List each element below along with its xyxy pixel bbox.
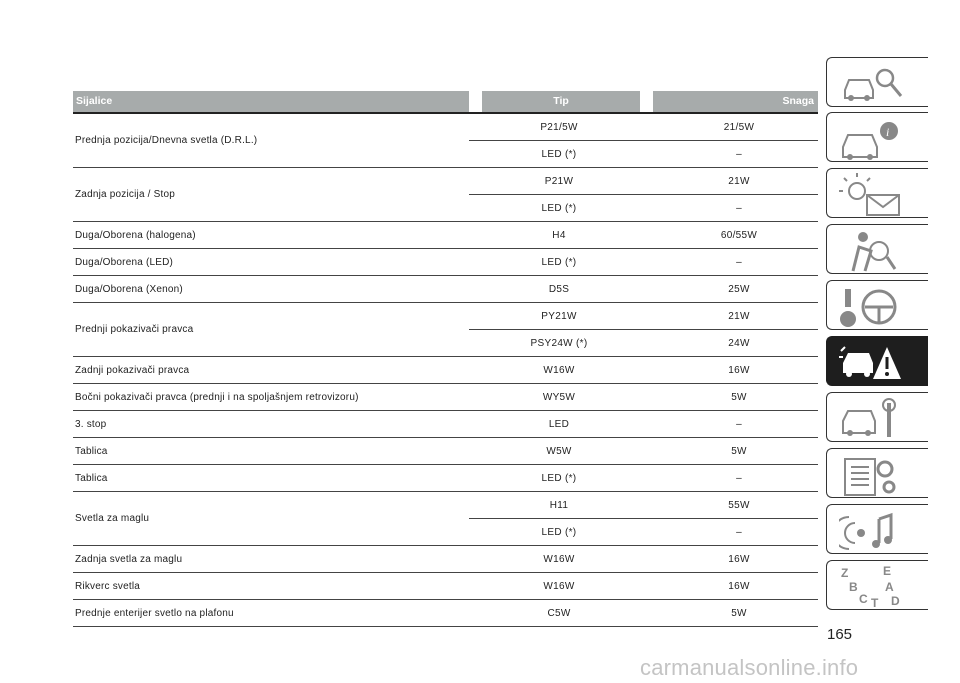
table-row	[73, 492, 818, 546]
chapter-tab-2[interactable]	[826, 112, 928, 162]
bulb-type: PY21W	[541, 310, 577, 322]
table-row	[73, 357, 818, 384]
bulb-name: Svetla za maglu	[75, 513, 150, 524]
bulb-type: LED	[548, 418, 570, 430]
bulb-name: Rikverc svetla	[75, 580, 141, 592]
bulb-variant-row	[469, 276, 818, 302]
bulb-variant-row	[469, 329, 818, 356]
bulb-variant-row	[469, 249, 818, 275]
bulb-type: LED (*)	[541, 256, 577, 268]
header-bulb: Sijalice	[73, 91, 469, 112]
bulb-power: 5W	[731, 607, 747, 619]
bulb-power: 21/5W	[723, 121, 755, 133]
chapter-tab-9[interactable]	[826, 504, 928, 554]
bulb-power: 16W	[728, 364, 750, 376]
bulb-type: D5S	[548, 283, 570, 295]
bulb-power: –	[736, 202, 742, 214]
watermark: carmanualsonline.info	[640, 655, 859, 680]
bulb-name: Zadnji pokazivači pravca	[75, 364, 190, 376]
bulb-power: 21W	[728, 310, 750, 322]
chapter-tab-4[interactable]	[826, 224, 928, 274]
header-power: Snaga	[653, 91, 818, 112]
table-header	[73, 91, 818, 112]
bulb-variant-row	[469, 303, 818, 329]
bulb-variant-row	[469, 518, 818, 545]
bulb-name: 3. stop	[75, 418, 107, 430]
bulb-type: H11	[549, 499, 569, 511]
bulb-variant-row	[469, 492, 818, 518]
chapter-tab-5[interactable]	[826, 280, 928, 330]
table-row	[73, 438, 818, 465]
bulb-name: Tablica	[75, 445, 108, 457]
bulb-variant-row	[469, 222, 818, 248]
bulb-type: PSY24W (*)	[530, 337, 588, 349]
bulb-variant-row	[469, 114, 818, 140]
bulb-variant-row	[469, 140, 818, 167]
table-row	[73, 546, 818, 573]
chapter-tab-7[interactable]	[826, 392, 928, 442]
bulb-name: Prednji pokazivači pravca	[75, 324, 194, 335]
bulb-name: Prednje enterijer svetlo na plafonu	[75, 607, 234, 619]
bulb-power: –	[736, 418, 742, 430]
bulb-name: Bočni pokazivači pravca (prednji i na spoljašnjem retrovizoru)	[75, 391, 359, 403]
table-row	[73, 411, 818, 438]
alphabet-letter: D	[891, 594, 900, 608]
table-row	[73, 465, 818, 492]
bulb-power: –	[736, 472, 742, 484]
table-row	[73, 573, 818, 600]
bulb-type: LED (*)	[541, 148, 577, 160]
table-row	[73, 384, 818, 411]
table-body	[73, 114, 818, 627]
svg-text:i: i	[886, 125, 890, 139]
bulb-power: –	[736, 256, 742, 268]
bulb-variant-row	[469, 168, 818, 194]
alphabet-letter: C	[859, 592, 868, 606]
chapter-tab-8[interactable]	[826, 448, 928, 498]
bulb-power: 55W	[728, 499, 750, 511]
bulb-name: Zadnja pozicija / Stop	[75, 189, 176, 200]
alphabet-letter: E	[883, 565, 892, 578]
bulb-name: Duga/Oborena (halogena)	[75, 229, 196, 241]
bulb-variant-row	[469, 438, 818, 464]
bulb-name: Duga/Oborena (LED)	[75, 256, 174, 268]
bulb-type: P21/5W	[540, 121, 578, 133]
header-type: Tip	[482, 91, 640, 112]
table-row	[73, 222, 818, 249]
bulb-power: 24W	[728, 337, 750, 349]
alphabet-letter: B	[849, 580, 858, 594]
bulb-name: Prednja pozicija/Dnevna svetla (D.R.L.)	[75, 135, 258, 146]
bulb-variant-row	[469, 465, 818, 491]
bulb-type: H4	[552, 229, 566, 241]
bulb-name: Tablica	[75, 472, 108, 484]
bulb-variant-row	[469, 384, 818, 410]
alphabet-letter: A	[885, 580, 894, 594]
bulb-variant-row	[469, 573, 818, 599]
chapter-tab-3[interactable]	[826, 168, 928, 218]
chapter-tab-6[interactable]	[826, 336, 928, 386]
bulb-name: Zadnja svetla za maglu	[75, 553, 183, 565]
bulb-variant-row	[469, 357, 818, 383]
bulb-variant-row	[469, 411, 818, 437]
bulb-name: Duga/Oborena (Xenon)	[75, 283, 183, 295]
bulb-type: W16W	[543, 580, 575, 592]
table-row	[73, 600, 818, 627]
chapter-tab-1[interactable]	[826, 57, 928, 107]
bulb-type: P21W	[544, 175, 574, 187]
bulb-type: WY5W	[542, 391, 576, 403]
bulb-type: W16W	[543, 553, 575, 565]
chapter-tab-10[interactable]	[826, 560, 928, 610]
bulb-variant-row	[469, 194, 818, 221]
bulb-type: W5W	[546, 445, 572, 457]
bulb-power: 60/55W	[720, 229, 758, 241]
table-row	[73, 303, 818, 357]
bulb-variant-row	[469, 600, 818, 626]
bulb-power: 5W	[731, 445, 747, 457]
bulb-power: –	[736, 148, 742, 160]
bulb-type: LED (*)	[541, 472, 577, 484]
alphabet-letter: Z	[841, 566, 849, 580]
alphabet-letter: T	[871, 596, 879, 609]
bulb-variant-row	[469, 546, 818, 572]
bulb-power: 25W	[728, 283, 750, 295]
table-row	[73, 114, 818, 168]
bulb-power: 21W	[728, 175, 750, 187]
bulb-type: LED (*)	[541, 202, 577, 214]
bulb-table	[73, 91, 818, 627]
table-row	[73, 249, 818, 276]
bulb-type: W16W	[543, 364, 575, 376]
bulb-power: 16W	[728, 553, 750, 565]
page-number: 165	[827, 626, 853, 643]
bulb-power: –	[736, 526, 742, 538]
table-row	[73, 168, 818, 222]
bulb-power: 5W	[731, 391, 747, 403]
bulb-type: C5W	[547, 607, 571, 619]
bulb-power: 16W	[728, 580, 750, 592]
table-row	[73, 276, 818, 303]
bulb-type: LED (*)	[541, 526, 577, 538]
